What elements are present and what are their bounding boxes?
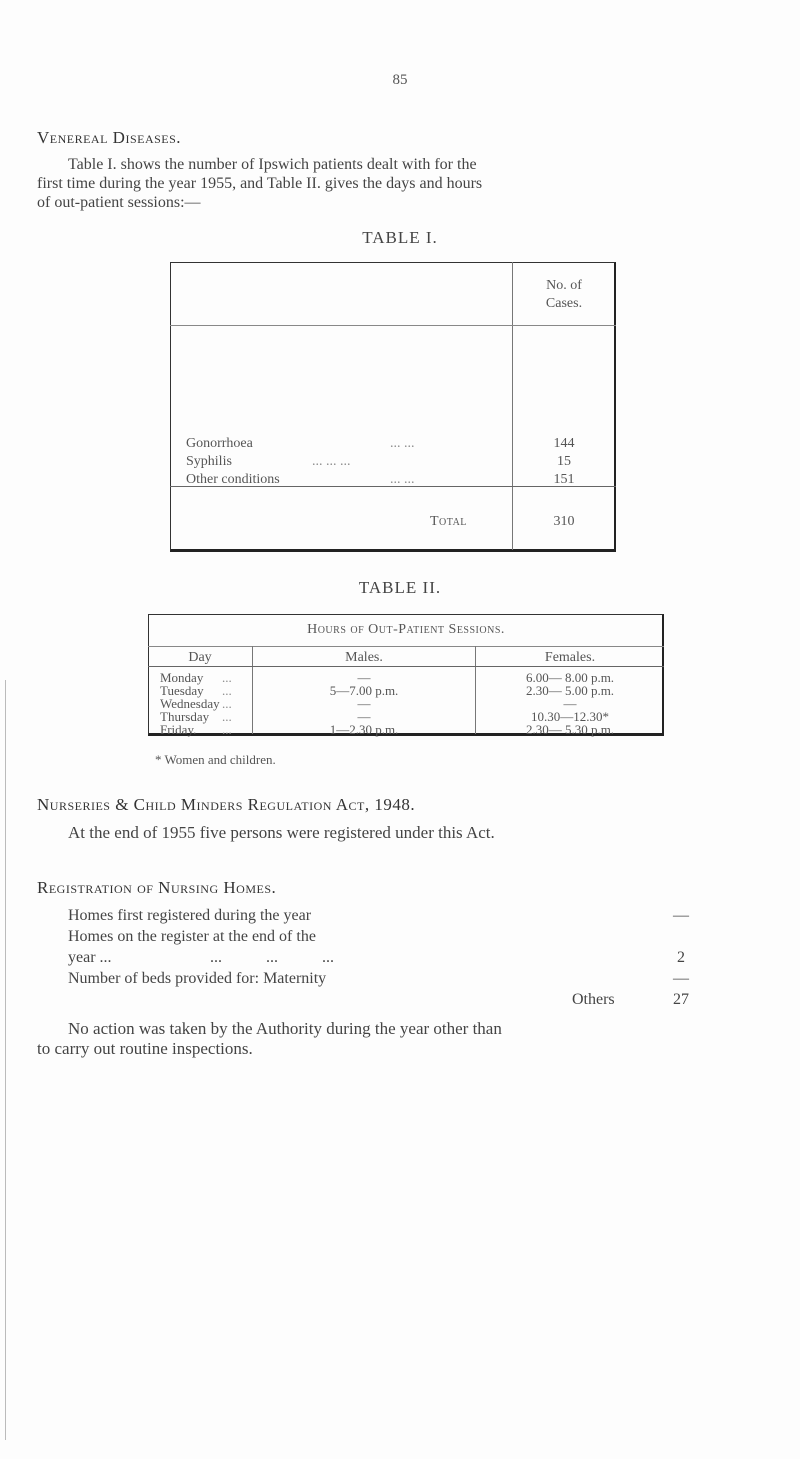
table2-row-males: 1—2.30 p.m. [329,722,399,737]
table2-header-females: Females. [544,650,596,665]
table2-row-day: Friday. [160,722,197,737]
table2-super-rule [148,646,664,647]
table1-title: TABLE I. [362,228,438,247]
beds-maternity-label: Number of beds provided for: Maternity [68,970,327,987]
venereal-heading: Venereal Diseases. [37,128,182,147]
table1-row-dots: ... ... ... [312,454,351,469]
homes-first-registered-label: Homes first registered during the year [68,907,312,924]
beds-maternity-value: — [673,970,689,987]
homes-first-registered-value: — [673,907,689,924]
table1-row-label: Syphilis [186,454,232,469]
page-number: 85 [392,72,408,88]
table2-footnote: * Women and children. [155,752,276,767]
table2-row-dots: ... [222,722,232,737]
table2-row-day: Wednesday [160,696,220,711]
table1-row-label: Other conditions [186,472,280,487]
table1-row-value: 151 [553,472,575,487]
nurseries-text: At the end of 1955 five persons were registered under this Act. [68,823,495,842]
nurseries-heading: Nurseries & Child Minders Regulation Act, 1948. [37,795,416,814]
homes-on-register-label: Homes on the register at the end of the [68,928,316,945]
table2-super-header: Hours of Out-Patient Sessions. [307,622,505,637]
table2-row-dots: ... [222,683,232,698]
table2-row-dots: ... [222,696,232,711]
page-edge-line [5,680,6,1440]
table2-row-males: — [357,709,371,724]
table2-header-males: Males. [345,650,383,665]
table2-row-males: 5—7.00 p.m. [329,683,399,698]
table1-header-rule [170,325,616,326]
table1-row-value: 144 [553,436,575,451]
beds-others-value: 27 [673,991,689,1008]
nursing-homes-closing-1: No action was taken by the Authority during the year other than [68,1019,502,1038]
table1-row-label: Gonorrhoea [186,436,253,451]
nursing-homes-heading: Registration of Nursing Homes. [37,878,277,897]
table2-header-rule [148,666,664,667]
table2-title: TABLE II. [358,578,442,597]
table2-row-day: Tuesday [160,683,204,698]
table1-col-header-1: No. of [546,278,582,293]
table2-row-females: 6.00— 8.00 p.m. [525,670,615,685]
table2-row-females: — [563,696,577,711]
table1-total-value: 310 [553,514,575,529]
homes-on-register-value: 2 [677,949,685,966]
table2-row-females: 2.30— 5.00 p.m. [525,683,615,698]
venereal-line-2: first time during the year 1955, and Table II. gives the days and hours [37,175,483,192]
homes-on-register-label-cont: year ... [68,949,112,966]
table2-row-females: 10.30—12.30* [531,709,609,724]
table2-row-dots: ... [222,670,232,685]
homes-on-register-dots: ... ... ... [210,949,334,966]
table2-row-dots: ... [222,709,232,724]
table1-col-header-2: Cases. [545,296,583,311]
table1-row-dots: ... ... [390,436,415,451]
table2-row-day: Monday [160,670,204,685]
table2-row-females: 2.30— 5.30 p.m. [525,722,615,737]
table2-row-day: Thursday [160,709,210,724]
table1-total-label: Total [430,514,467,529]
table2-row-males: — [357,670,371,685]
venereal-line-3: of out-patient sessions:— [37,194,201,211]
nursing-homes-closing-2: to carry out routine inspections. [37,1039,253,1058]
beds-others-label: Others [572,991,615,1008]
venereal-line-1: Table I. shows the number of Ipswich patients dealt with for the [68,156,477,173]
table2-header-day: Day [188,650,212,665]
table1-row-value: 15 [557,454,571,469]
table2-row-males: — [357,696,371,711]
table1-row-dots: ... ... [390,472,415,487]
